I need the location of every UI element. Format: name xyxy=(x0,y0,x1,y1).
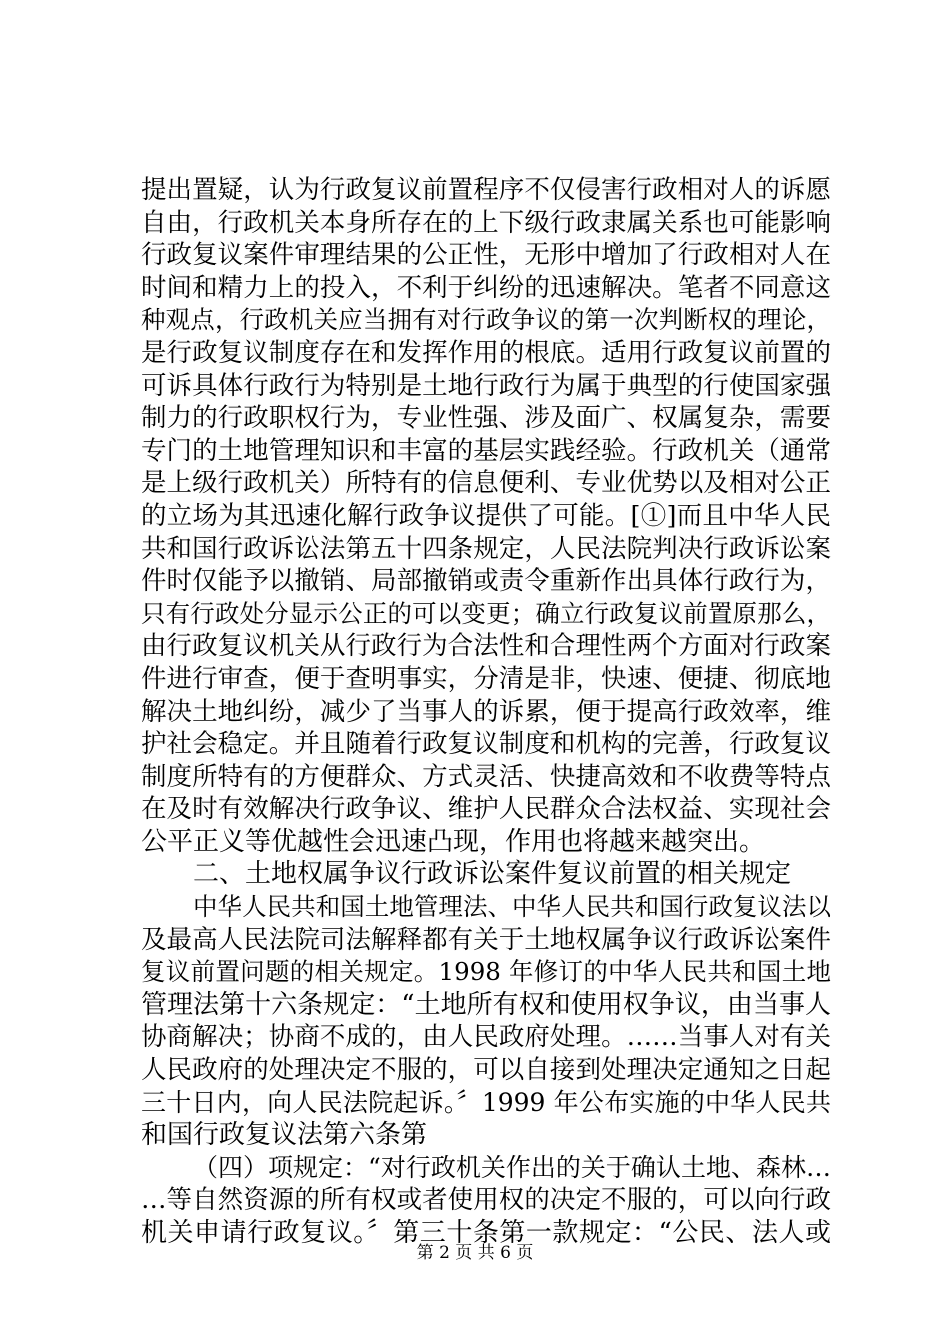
text-line: 共和国行政诉讼法第五十四条规定，人民法院判决行政诉讼案 xyxy=(141,533,831,564)
text-line: …等自然资源的所有权或者使用权的决定不服的，可以向行政 xyxy=(141,1185,831,1216)
text-line: 协商解决；协商不成的，由人民政府处理。……当事人对有关 xyxy=(141,1022,831,1053)
text-line: 中华人民共和国土地管理法、中华人民共和国行政复议法以 xyxy=(193,892,831,922)
text-line: 三十日内，向人民法院起诉。〞1999 年公布实施的中华人民共 xyxy=(141,1087,831,1117)
text-line: 行政复议案件审理结果的公正性，无形中增加了行政相对人在 xyxy=(141,240,831,271)
text-line: 制度所特有的方便群众、方式灵活、快捷高效和不收费等特点 xyxy=(141,761,831,792)
text-line: 件进行审查，便于查明事实，分清是非，快速、便捷、彻底地 xyxy=(141,663,831,694)
body-text xyxy=(141,174,831,1250)
text-line: 可诉具体行政行为特别是土地行政行为属于典型的行使国家强 xyxy=(141,370,831,401)
text-line: 是行政复议制度存在和发挥作用的根底。适用行政复议前置的 xyxy=(141,337,831,368)
text-line: （四）项规定：“对行政机关作出的关于确认土地、森林… xyxy=(193,1152,831,1182)
text-line: 时间和精力上的投入，不利于纠纷的迅速解决。笔者不同意这 xyxy=(141,272,831,303)
text-line: 机关申请行政复议。〞第三十条第一款规定：“公民、法人或 xyxy=(141,1218,831,1248)
text-line: 解决土地纠纷，减少了当事人的诉累，便于提高行政效率，维 xyxy=(141,696,831,727)
text-line: 专门的土地管理知识和丰富的基层实践经验。行政机关（通常 xyxy=(141,435,831,466)
text-line: 提出置疑，认为行政复议前置程序不仅侵害行政相对人的诉愿 xyxy=(141,175,831,205)
text-line: 由行政复议机关从行政行为合法性和合理性两个方面对行政案 xyxy=(141,631,831,662)
text-line: 及最高人民法院司法解释都有关于土地权属争议行政诉讼案件 xyxy=(141,924,831,955)
section-heading: 二、土地权属争议行政诉讼案件复议前置的相关规定 xyxy=(193,859,792,890)
text-line: 人民政府的处理决定不服的，可以自接到处理决定通知之日起 xyxy=(141,1055,831,1086)
text-line: 在及时有效解决行政争议、维护人民群众合法权益、实现社会 xyxy=(141,794,831,825)
text-line: 和国行政复议法第六条第 xyxy=(141,1120,428,1151)
text-line: 是上级行政机关）所特有的信息便利、专业优势以及相对公正 xyxy=(141,468,831,499)
page-number-footer: 第 2 页 共 6 页 xyxy=(416,1243,534,1263)
text-line: 制力的行政职权行为，专业性强、涉及面广、权属复杂，需要 xyxy=(141,403,831,434)
text-line: 的立场为其迅速化解行政争议提供了可能。[①]而且中华人民 xyxy=(141,500,831,531)
text-line: 管理法第十六条规定：“土地所有权和使用权争议，由当事人 xyxy=(141,989,831,1020)
text-line: 种观点，行政机关应当拥有对行政争议的第一次判断权的理论， xyxy=(141,305,831,335)
text-line: 自由，行政机关本身所存在的上下级行政隶属关系也可能影响 xyxy=(141,207,831,238)
text-line: 件时仅能予以撤销、局部撤销或责令重新作出具体行政行为， xyxy=(141,566,831,597)
text-line: 护社会稳定。并且随着行政复议制度和机构的完善，行政复议 xyxy=(141,729,831,760)
text-line: 只有行政处分显示公正的可以变更；确立行政复议前置原那么， xyxy=(141,598,831,628)
text-line: 公平正义等优越性会迅速凸现，作用也将越来越突出。 xyxy=(141,826,766,857)
text-line: 复议前置问题的相关规定。1998 年修订的中华人民共和国土地 xyxy=(141,957,831,987)
